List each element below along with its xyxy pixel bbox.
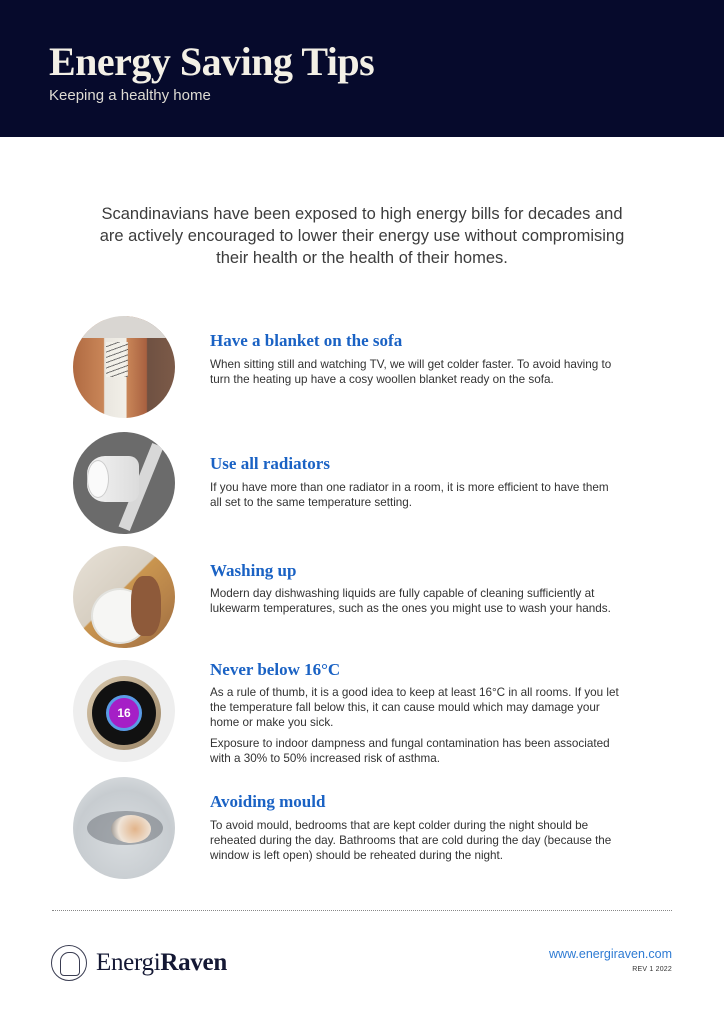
tip-paragraph: When sitting still and watching TV, we will get colder faster. To avoid having to turn the heating up have a cosy woollen blanket ready on the sofa. bbox=[210, 358, 612, 386]
intro-paragraph: Scandinavians have been exposed to high energy bills for decades and are actively encouraged to lower their energy use without compromising their health or the health of their homes. bbox=[99, 205, 625, 267]
thermostat-photo bbox=[73, 660, 175, 762]
tip-title: Have a blanket on the sofa bbox=[210, 331, 403, 350]
logo-text-bold: Raven bbox=[160, 949, 227, 976]
cat-shape bbox=[111, 815, 151, 843]
hand-shape bbox=[131, 576, 161, 636]
energiraven-logo bbox=[51, 945, 227, 981]
page-title: Energy Saving Tips bbox=[49, 39, 375, 84]
washing-dishes-photo bbox=[73, 546, 175, 648]
thermostat-display: 16 bbox=[106, 695, 142, 731]
footer-divider bbox=[52, 910, 672, 911]
cat-under-duvet-photo bbox=[73, 777, 175, 879]
tip-title: Never below 16°C bbox=[210, 660, 341, 679]
radiator-dial-shape bbox=[87, 460, 109, 498]
page-subtitle: Keeping a healthy home bbox=[49, 87, 211, 104]
tip-body bbox=[210, 685, 620, 766]
tip-paragraph: If you have more than one radiator in a room, it is more efficient to have them all set to the same temperature setting. bbox=[210, 481, 609, 509]
logo-text-light: Energi bbox=[96, 949, 161, 976]
page-header bbox=[0, 0, 724, 137]
tip-body bbox=[210, 818, 620, 863]
tip-paragraph: As a rule of thumb, it is a good idea to keep at least 16°C in all rooms. If you let the temperature fall below this, it can cause mould which may damage your home or make you sick. bbox=[210, 686, 619, 729]
raven-emblem-icon bbox=[51, 945, 87, 981]
radiator-valve-photo bbox=[73, 432, 175, 534]
tip-title: Use all radiators bbox=[210, 454, 330, 473]
tip-paragraph: To avoid mould, bedrooms that are kept colder during the night should be reheated during the day. Bathrooms that are cold during the day (because the window is left open) should be reheated during the night. bbox=[210, 819, 612, 862]
tip-title: Washing up bbox=[210, 561, 297, 580]
tip-body bbox=[210, 586, 620, 616]
tip-body bbox=[210, 357, 620, 387]
blanket-on-sofa-photo bbox=[73, 316, 175, 418]
tip-paragraph: Exposure to indoor dampness and fungal contamination has been associated with a 30% to 50% increased risk of asthma. bbox=[210, 737, 610, 765]
website-link[interactable]: www.energiraven.com bbox=[549, 947, 672, 961]
tip-title: Avoiding mould bbox=[210, 792, 326, 811]
tip-body bbox=[210, 480, 620, 510]
revision-label: REV 1 2022 bbox=[632, 966, 672, 973]
tip-paragraph: Modern day dishwashing liquids are fully capable of cleaning sufficiently at lukewarm temperatures, such as the ones you might use to wash your hands. bbox=[210, 587, 611, 615]
logo-wordmark bbox=[96, 949, 227, 977]
